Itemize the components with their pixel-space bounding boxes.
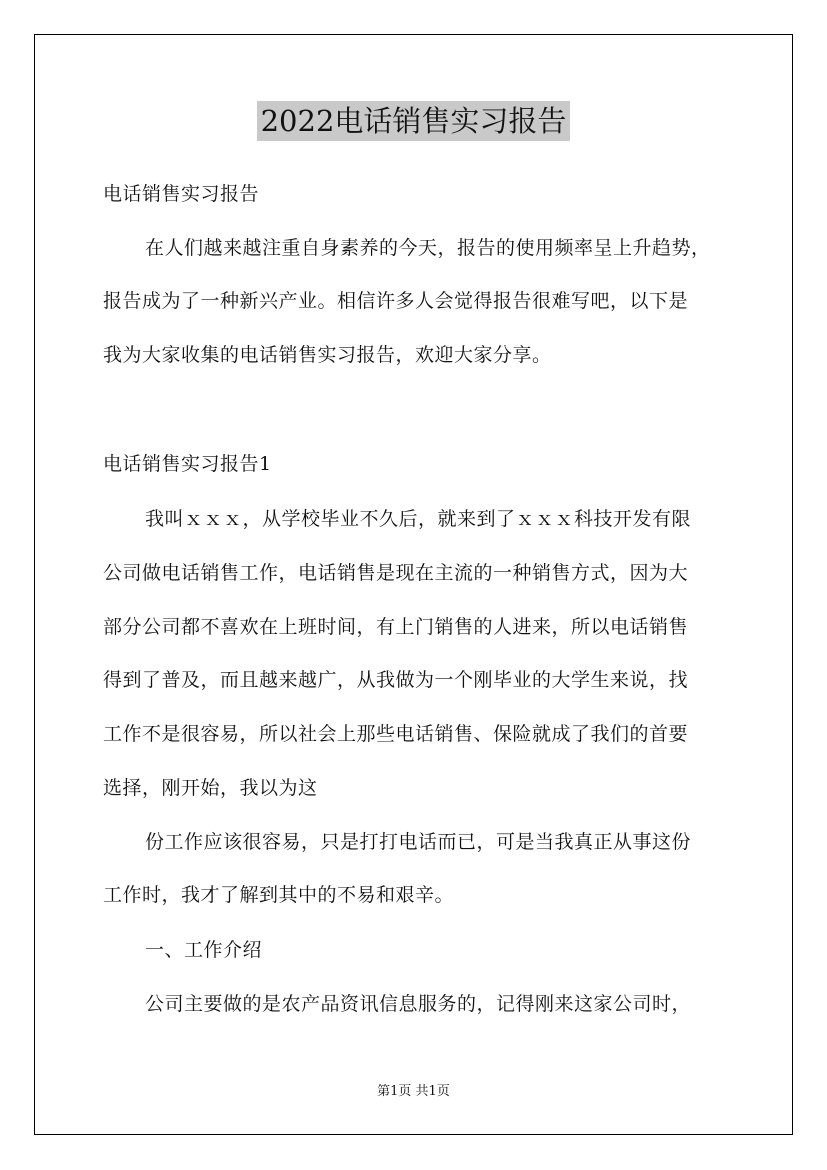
intro-line: 我为大家收集的电话销售实习报告，欢迎大家分享。 — [103, 344, 552, 366]
paragraph-line: 公司主要做的是农产品资讯信息服务的，记得刚来这家公司时， — [145, 993, 692, 1015]
paragraph-line: 得到了普及，而且越来越广，从我做为一个刚毕业的大学生来说，找 — [103, 669, 689, 691]
page-footer: 第1页 共1页 — [377, 1084, 450, 1099]
paragraph-line: 我叫ｘｘｘ，从学校毕业不久后，就来到了ｘｘｘ科技开发有限 — [145, 508, 692, 530]
intro-line: 在人们越来越注重自身素养的今天，报告的使用频率呈上升趋势， — [145, 237, 711, 259]
paragraph-line: 份工作应该很容易，只是打打电话而已，可是当我真正从事这份 — [145, 831, 692, 853]
paragraph-line: 工作不是很容易，所以社会上那些电话销售、保险就成了我们的首要 — [103, 723, 689, 745]
intro-line: 报告成为了一种新兴产业。相信许多人会觉得报告很难写吧，以下是 — [103, 290, 689, 312]
section-heading: 电话销售实习报告1 — [103, 453, 272, 475]
paragraph-line: 工作时，我才了解到其中的不易和艰辛。 — [103, 884, 455, 906]
paragraph-line: 部分公司都不喜欢在上班时间，有上门销售的人进来，所以电话销售 — [103, 616, 689, 638]
title-container — [0, 101, 827, 141]
document-title: 2022电话销售实习报告 — [257, 101, 571, 141]
paragraph-line: 选择，刚开始，我以为这 — [103, 777, 318, 799]
subtitle: 电话销售实习报告 — [103, 183, 260, 205]
paragraph-line: 公司做电话销售工作，电话销售是现在主流的一种销售方式，因为大 — [103, 562, 689, 584]
subheading: 一、工作介绍 — [145, 939, 263, 961]
